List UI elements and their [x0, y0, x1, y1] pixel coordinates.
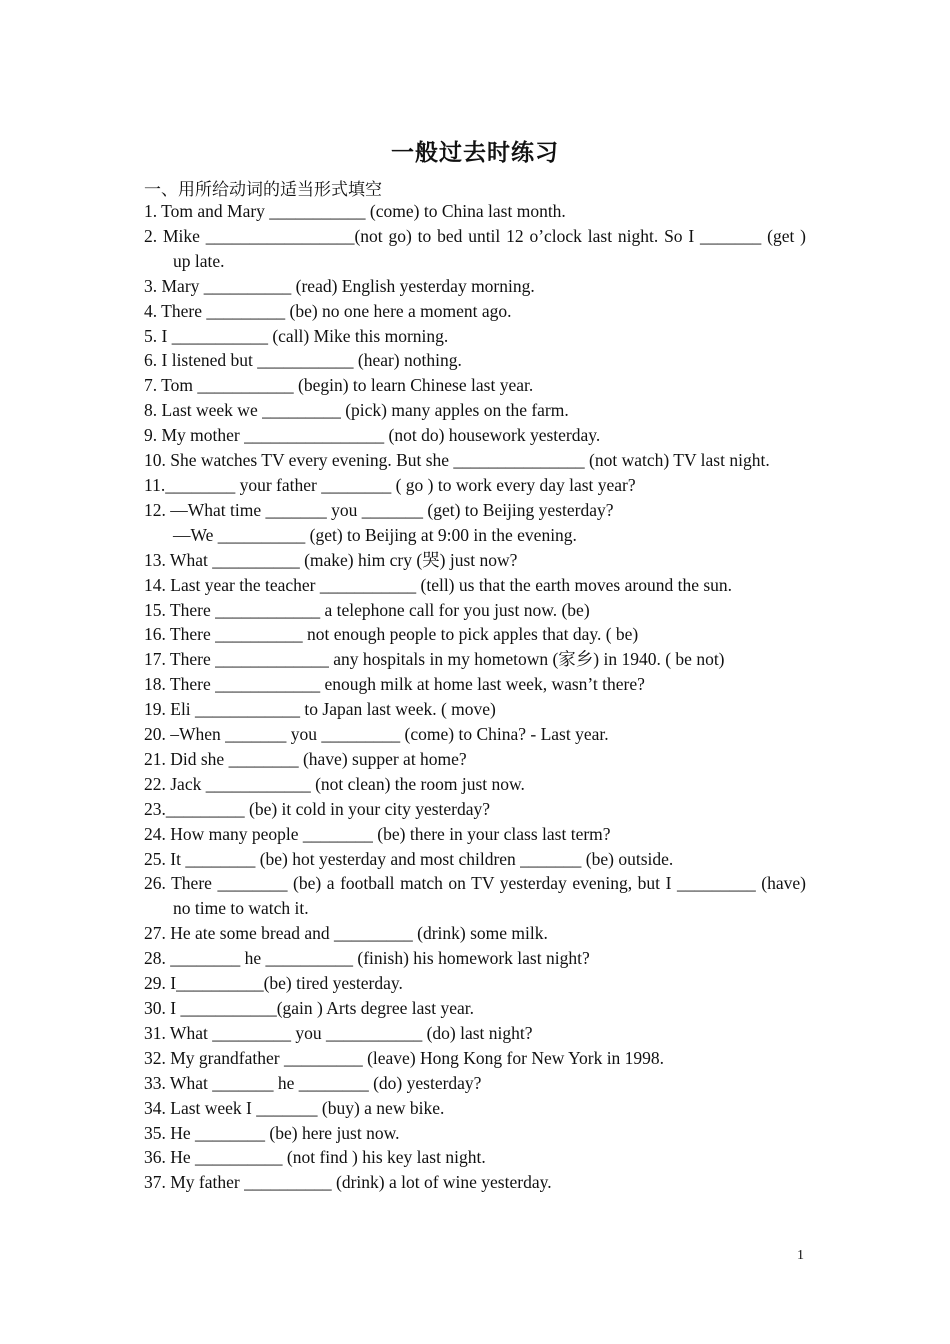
exercise-item: 10. She watches TV every evening. But she _______________ (not watch) TV last night. [144, 450, 770, 471]
exercise-item: 28. ________ he __________ (finish) his homework last night? [144, 948, 590, 969]
exercise-item: 14. Last year the teacher ___________ (tell) us that the earth moves around the sun. [144, 574, 733, 595]
exercise-item: 21. Did she ________ (have) supper at home? [144, 748, 467, 769]
exercise-item: 24. How many people ________ (be) there in your class last term? [144, 823, 611, 844]
exercise-item: 8. Last week we _________ (pick) many apples on the farm. [144, 400, 569, 421]
exercise-item: 6. I listened but ___________ (hear) nothing. [144, 350, 462, 371]
exercise-item: 26. There ________ (be) a football match on TV yesterday evening, but I _________ (have) no time to watch it. [144, 873, 806, 919]
exercise-item: 5. I ___________ (call) Mike this morning. [144, 325, 449, 346]
exercise-item: 22. Jack ____________ (not clean) the room just now. [144, 773, 525, 794]
exercise-item: 35. He ________ (be) here just now. [144, 1122, 400, 1143]
page-title: 一般过去时练习 [391, 140, 559, 166]
exercise-item-continuation: —We __________ (get) to Beijing at 9:00 in the evening. [173, 524, 577, 545]
exercise-item: 9. My mother ________________ (not do) housework yesterday. [144, 425, 601, 446]
exercise-item: 4. There _________ (be) no one here a moment ago. [144, 300, 512, 321]
exercise-item: 25. It ________ (be) hot yesterday and most children _______ (be) outside. [144, 848, 674, 869]
exercise-item: 16. There __________ not enough people to pick apples that day. ( be) [144, 624, 639, 645]
exercise-item: 36. He __________ (not find ) his key last night. [144, 1147, 486, 1168]
exercise-item: 32. My grandfather _________ (leave) Hong Kong for New York in 1998. [144, 1047, 665, 1068]
exercise-item: 18. There ____________ enough milk at home last week, wasn’t there? [144, 674, 645, 695]
exercise-item: 29. I__________(be) tired yesterday. [144, 973, 403, 994]
exercise-item: 23._________ (be) it cold in your city yesterday? [144, 798, 491, 819]
exercise-item: 34. Last week I _______ (buy) a new bike. [144, 1097, 445, 1118]
exercise-item: 1. Tom and Mary ___________ (come) to China last month. [144, 201, 566, 221]
exercise-item: 20. –When _______ you _________ (come) to China? - Last year. [144, 724, 609, 745]
exercise-item: 15. There ____________ a telephone call for you just now. (be) [144, 599, 590, 620]
exercise-item: 7. Tom ___________ (begin) to learn Chinese last year. [144, 375, 534, 396]
exercise-item: 13. What __________ (make) him cry (哭) just now? [144, 549, 518, 570]
exercise-item: 17. There _____________ any hospitals in my hometown (家乡) in 1940. ( be not) [144, 649, 725, 670]
exercise-item: 37. My father __________ (drink) a lot of wine yesterday. [144, 1172, 552, 1193]
exercise-item: 2. Mike _________________(not go) to bed until 12 o’clock last night. So I _______ (get ) up late. [144, 225, 806, 271]
exercise-item: 3. Mary __________ (read) English yesterday morning. [144, 275, 535, 296]
exercise-item: 33. What _______ he ________ (do) yesterday? [144, 1072, 482, 1093]
exercise-item: 19. Eli ____________ to Japan last week. ( move) [144, 699, 496, 720]
exercise-item: 30. I ___________(gain ) Arts degree last year. [144, 998, 474, 1018]
exercise-item: 11.________ your father ________ ( go ) to work every day last year? [144, 474, 636, 495]
exercise-item: 31. What _________ you ___________ (do) last night? [144, 1022, 533, 1043]
exercise-item: 12. —What time _______ you _______ (get) to Beijing yesterday? [144, 499, 614, 520]
section-heading: 一、用所给动词的适当形式填空 [144, 180, 382, 200]
exercise-item: 27. He ate some bread and _________ (drink) some milk. [144, 923, 548, 944]
exercise-list [144, 199, 806, 1195]
page-number: 1 [797, 1248, 804, 1263]
